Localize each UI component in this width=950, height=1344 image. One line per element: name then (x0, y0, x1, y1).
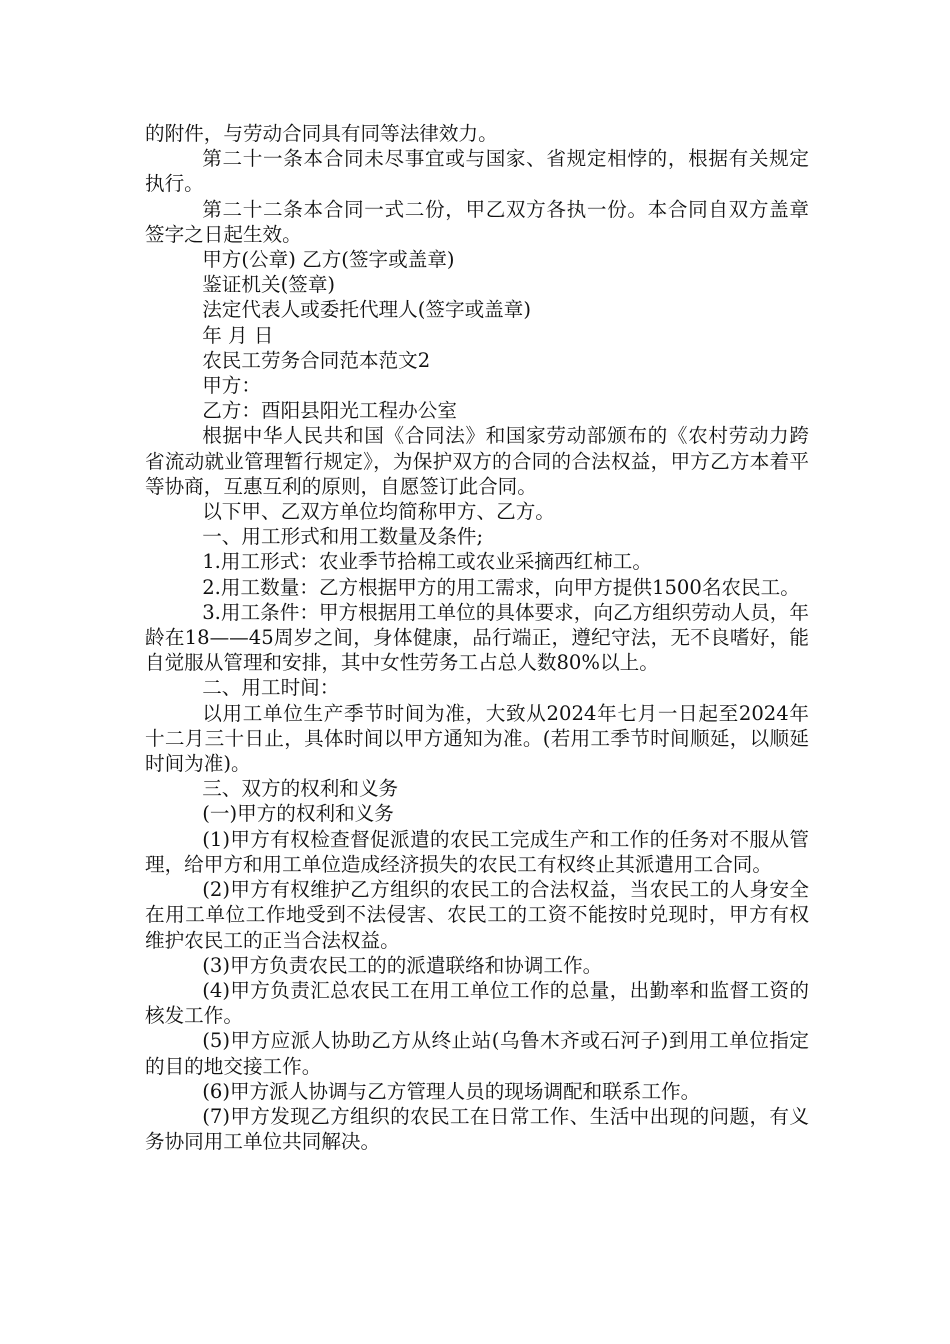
item-party-a-right-3: (3)甲方负责农民工的的派遣联络和协调工作。 (202, 953, 603, 977)
item-employment-quantity: 2.用工数量：乙方根据甲方的用工需求，向甲方提供1500名农民工。 (202, 575, 800, 599)
signature-representative-line: 法定代表人或委托代理人(签字或盖章) (202, 298, 532, 322)
section-title-contract-2: 农民工劳务合同范本范文2 (202, 348, 431, 372)
item-party-a-right-1: (1)甲方有权检查督促派遣的农民工完成生产和工作的任务对不服从管理，给甲方和用工单位造成经济损失的农民工有权终止其派遣用工合同。 (145, 827, 809, 876)
paragraph-preamble: 根据中华人民共和国《合同法》和国家劳动部颁布的《农村劳动力跨省流动就业管理暂行规定》，为保护双方的合同的合法权益，甲方乙方本着平等协商，互惠互利的原则，自愿签订此合同。 (145, 424, 809, 498)
paragraph-article-22: 第二十二条本合同一式二份，甲乙双方各执一份。本合同自双方盖章签字之日起生效。 (145, 197, 809, 246)
item-employment-form: 1.用工形式：农业季节拾棉工或农业采摘西红柿工。 (202, 550, 652, 574)
item-party-a-right-6: (6)甲方派人协调与乙方管理人员的现场调配和联系工作。 (202, 1079, 701, 1103)
subheading-party-a-rights: (一)甲方的权利和义务 (202, 802, 394, 826)
heading-rights-obligations: 三、双方的权利和义务 (202, 777, 399, 801)
signature-date-line: 年 月 日 (202, 323, 274, 347)
heading-employment-time: 二、用工时间： (202, 676, 340, 700)
item-party-a-right-4: (4)甲方负责汇总农民工在用工单位工作的总量，出勤率和监督工资的核发工作。 (145, 978, 809, 1028)
party-b-line: 乙方：酉阳县阳光工程办公室 (202, 399, 457, 423)
item-party-a-right-2: (2)甲方有权维护乙方组织的农民工的合法权益，当农民工的人身安全在用工单位工作地受到不法侵害、农民工的工资不能按时兑现时，甲方有权维护农民工的正当合法权益。 (145, 878, 809, 952)
document-body (145, 121, 809, 1154)
paragraph-employment-time: 以用工单位生产季节时间为准，大致从2024年七月一日起至2024年十二月三十日止，具体时间以甲方通知为准。(若用工季节时间顺延，以顺延时间为准)。 (145, 701, 809, 776)
signature-authority-line: 鉴证机关(签章) (202, 273, 336, 297)
signature-party-line: 甲方(公章) 乙方(签字或盖章) (202, 248, 455, 272)
paragraph-continuation: 的附件，与劳动合同具有同等法律效力。 (145, 122, 498, 145)
item-party-a-right-5: (5)甲方应派人协助乙方从终止站(乌鲁木齐或石河子)到用工单位指定的目的地交接工作。 (145, 1029, 809, 1078)
paragraph-abbreviation: 以下甲、乙双方单位均简称甲方、乙方。 (202, 500, 555, 524)
heading-employment-form: 一、用工形式和用工数量及条件; (202, 525, 484, 549)
item-employment-conditions: 3.用工条件：甲方根据用工单位的具体要求，向乙方组织劳动人员，年龄在18——45周岁之间，身体健康，品行端正，遵纪守法，无不良嗜好，能自觉服从管理和安排，其中女性劳务工占总人数80%以上。 (145, 600, 809, 675)
party-a-line: 甲方： (202, 374, 261, 398)
item-party-a-right-7: (7)甲方发现乙方组织的农民工在日常工作、生活中出现的问题，有义务协同用工单位共同解决。 (145, 1104, 809, 1154)
paragraph-article-21: 第二十一条本合同未尽事宜或与国家、省规定相悖的，根据有关规定执行。 (145, 147, 809, 196)
